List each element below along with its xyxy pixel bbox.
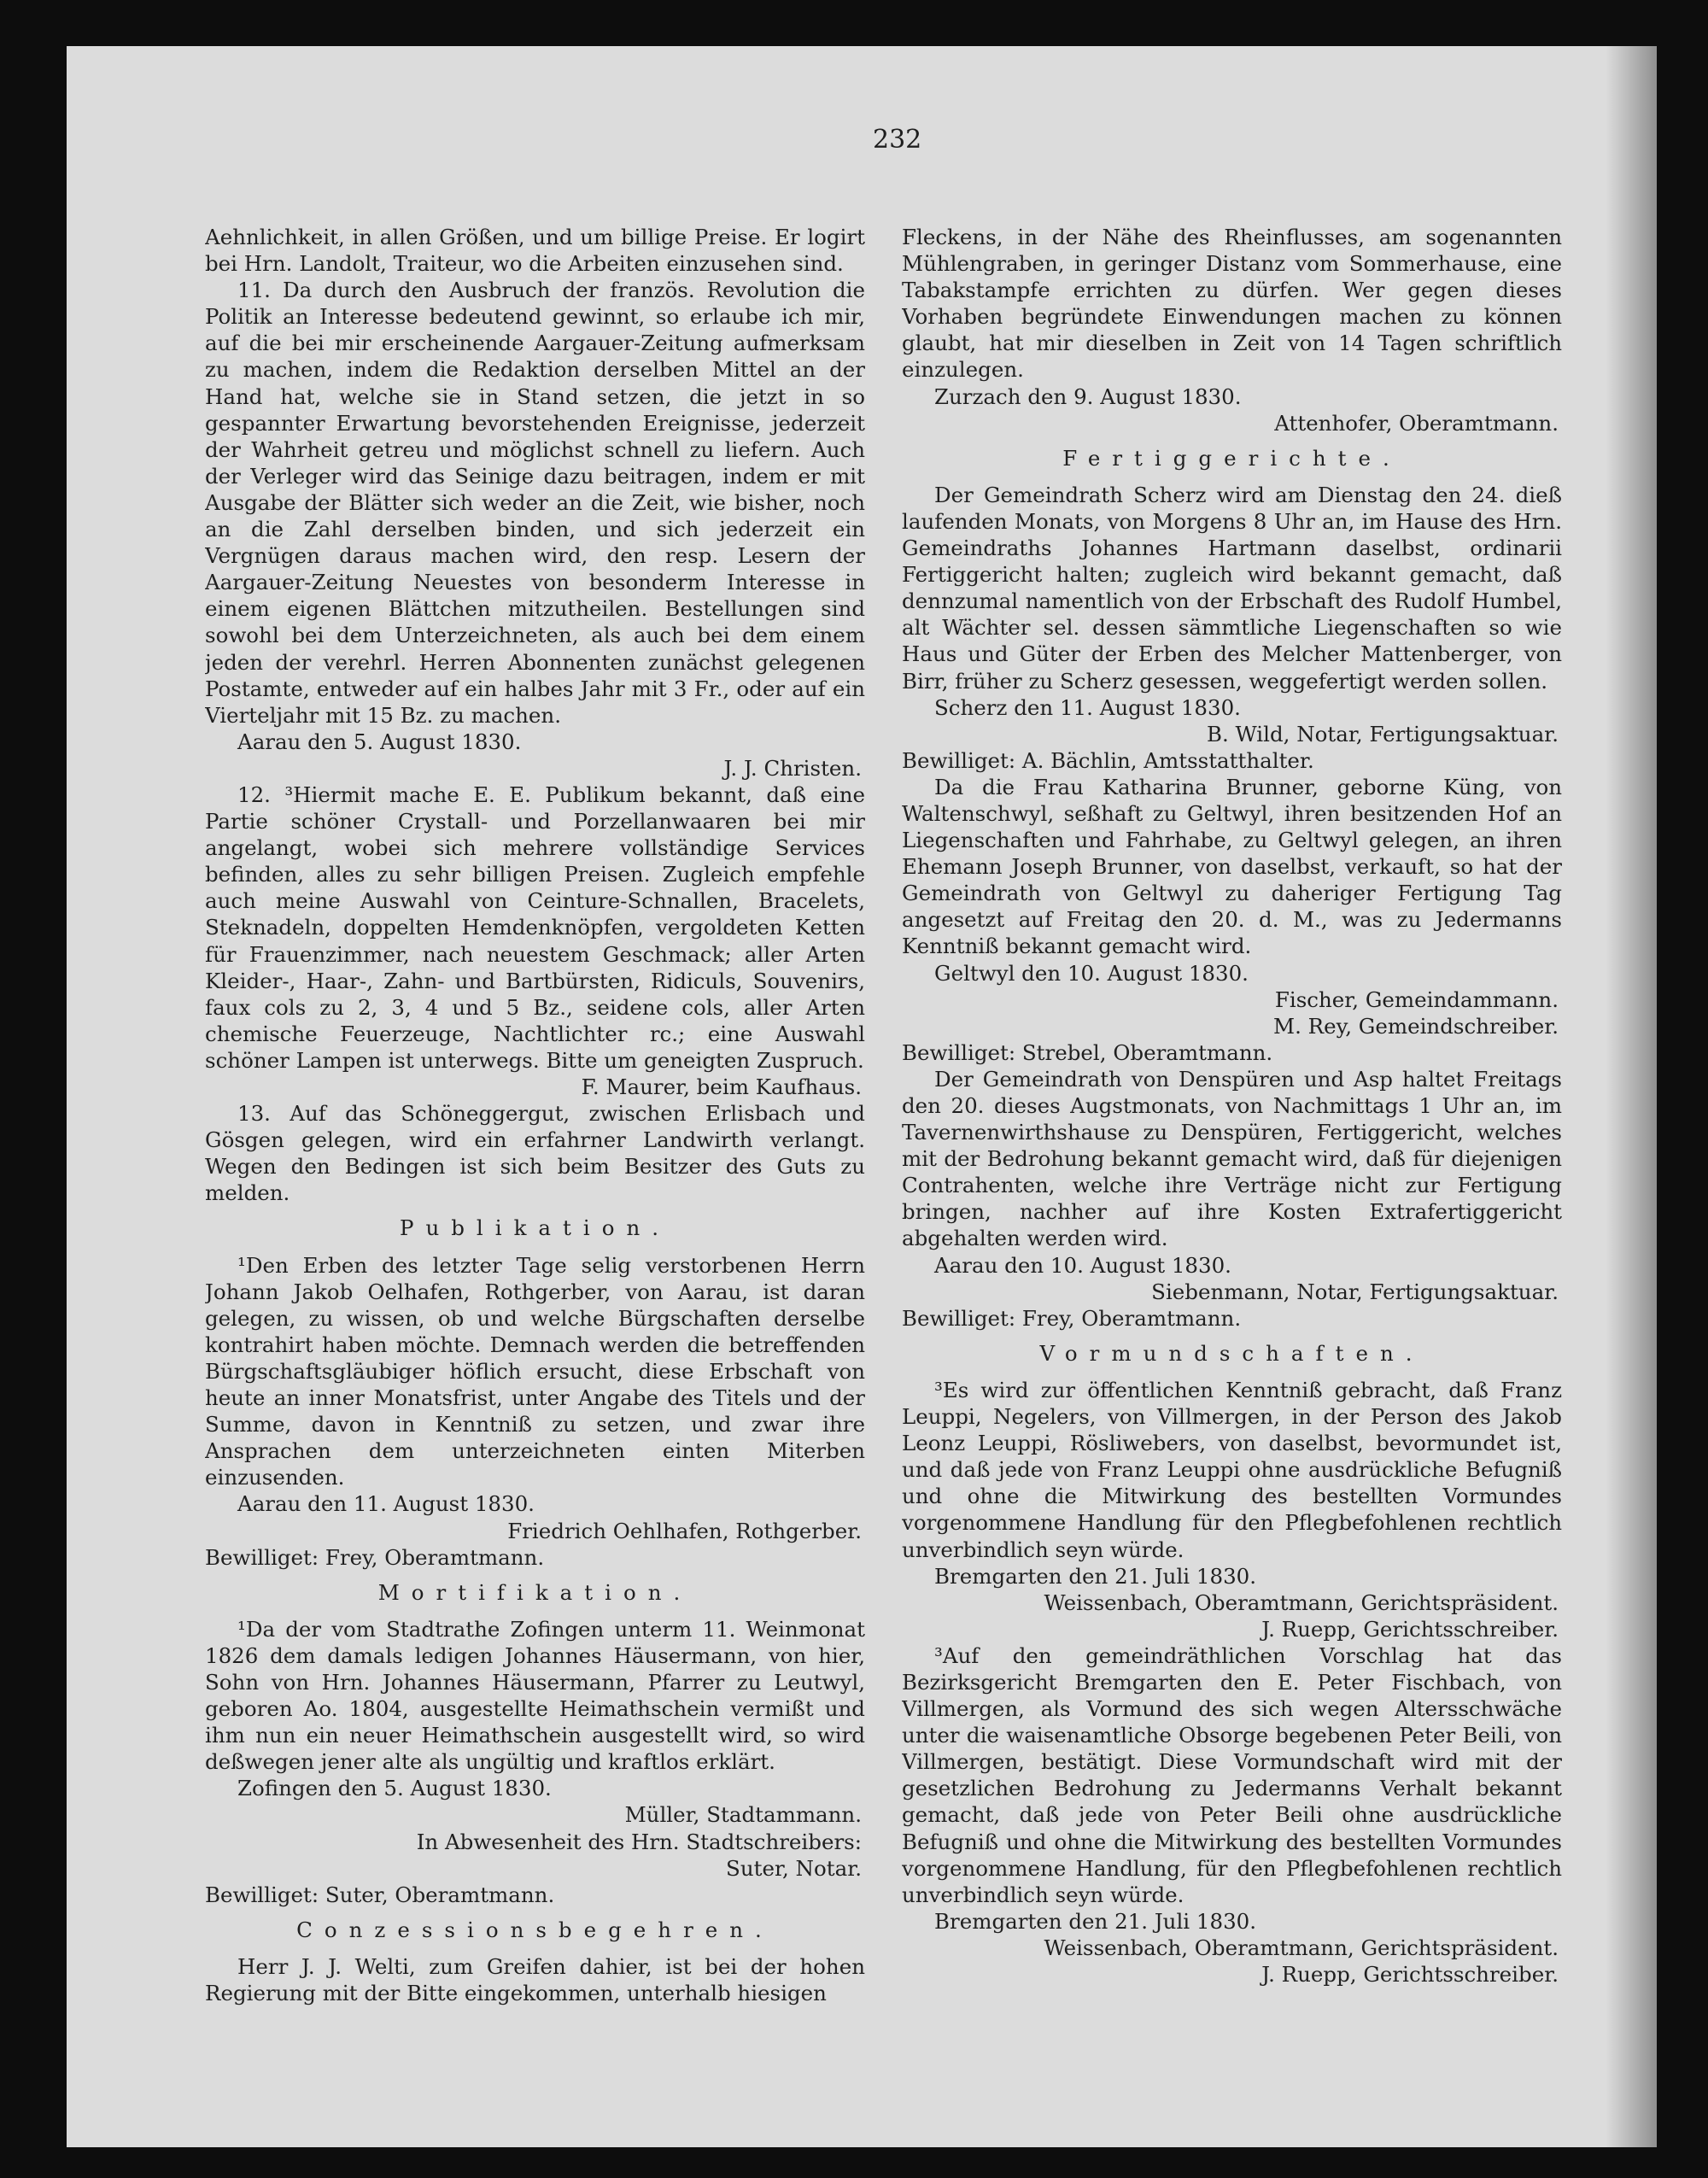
right-column-place: Bremgarten den 21. Juli 1830. bbox=[934, 1908, 1257, 1934]
right-column-para: Der Gemeindrath von Denspüren und Asp haltet Freitags den 20. dieses Augstmonats, von Nachmittags 1 Uhr an, im Tavernenwirthshause zu Denspüren, Fertiggericht, welches mit der Bedrohung bekannt gemacht wird, daß für diejenigen Contrahenten, welche ihre Verträge nicht zur Fertigung bringen, nachher auf ihre Kosten Extrafertiggericht abgehalten werden wird. bbox=[902, 1066, 1562, 1251]
right-column-heading: Vormundschaften. bbox=[1039, 1340, 1424, 1366]
left-column-para: 11. Da durch den Ausbruch der französ. Revolution die Politik an Interesse bedeutend gewinnt, so erlaube ich mir, auf die bei mir erscheinende Aargauer-Zeitung aufmerksam zu machen, indem die Redaktion derselben Mittel an der Hand hat, welche sie in Stand setzen, die jetzt in so gespannter Erwartung bevorstehenden Ereignisse, jederzeit der Wahrheit getreu und möglichst schnell zu liefern. Auch der Verleger wird das Seinige dazu beitragen, indem er mit Ausgabe der Blätter sich weder an die Zeit, wie bisher, noch an die Zahl derselben binden, und sich jederzeit ein Vergnügen daraus machen wird, den resp. Lesern der Aargauer-Zeitung Neuestes von besonderm Interesse in einem eigenen Blättchen mitzutheilen. Bestellungen sind sowohl bei dem Unterzeichneten, als auch bei dem einem jeden der verehrl. Herren Abonnenten zunächst gelegenen Postamte, entweder auf ein halbes Jahr mit 3 Fr., oder auf ein Vierteljahr mit 15 Bz. zu machen. bbox=[205, 278, 865, 728]
left-column-sig: F. Maurer, beim Kaufhaus. bbox=[581, 1074, 862, 1099]
right-column-sig: J. Ruepp, Gerichtsschreiber. bbox=[1261, 1962, 1559, 1987]
left-column-text: Bewilliget: Suter, Oberamtmann. bbox=[205, 1882, 555, 1907]
right-column-sig: Weissenbach, Oberamtmann, Gerichtspräsident. bbox=[1044, 1590, 1559, 1615]
left-column-para: ¹Den Erben des letzter Tage selig verstorbenen Herrn Johann Jakob Oelhafen, Rothgerber, von Aarau, ist daran gelegen, zu wissen, ob und welche Bürgschaften derselbe kontrahirt haben möchte. Demnach werden die betreffenden Bürgschaftsgläubiger höflich ersucht, diese Erbschaft von heute an inner Monatsfrist, unter Angabe des Titels und der Summe, davon in Kenntniß zu setzen, und zwar ihre Ansprachen dem unterzeichneten einten Miterben einzusenden. bbox=[205, 1252, 865, 1490]
left-column-sig: In Abwesenheit des Hrn. Stadtschreibers: bbox=[416, 1829, 862, 1854]
right-column-sig: Weissenbach, Oberamtmann, Gerichtspräsident. bbox=[1044, 1935, 1559, 1960]
left-column-para: 12. ³Hiermit mache E. E. Publikum bekannt, daß eine Partie schöner Crystall- und Porzellanwaaren bei mir angelangt, wobei sich mehrere vollständige Services befinden, alles zu sehr billigen Preisen. Zugleich empfehle auch meine Auswahl von Ceinture-Schnallen, Bracelets, Steknadeln, doppelten Hemdenknöpfen, vergoldeten Ketten für Frauenzimmer, nach neuestem Geschmack; aller Arten Kleider-, Haar-, Zahn- und Bartbürsten, Ridiculs, Souvenirs, faux cols zu 2, 3, 4 und 5 Bz., seidene cols, aller Arten chemische Feuerzeuge, Nachtlichter rc.; eine Auswahl schöner Lampen ist unterwegs. Bitte um geneigten Zuspruch. bbox=[205, 782, 865, 1073]
left-column bbox=[205, 224, 865, 2103]
page-fold-shadow bbox=[1606, 46, 1657, 2147]
right-column-heading: Fertiggerichte. bbox=[1062, 445, 1401, 471]
left-column-sig: Friedrich Oehlhafen, Rothgerber. bbox=[507, 1518, 862, 1543]
left-column-sig: J. J. Christen. bbox=[723, 755, 862, 781]
right-column bbox=[902, 224, 1562, 2103]
right-column-text: Fleckens, in der Nähe des Rheinflusses, am sogenannten Mühlengraben, in geringer Distanz vom Sommerhause, eine Tabakstampfe errichten zu dürfen. Wer gegen dieses Vorhaben begründete Einwendungen machen zu können glaubt, hat mir dieselben in Zeit von 14 Tagen schriftlich einzulegen. bbox=[902, 225, 1562, 383]
page-number: 232 bbox=[873, 125, 922, 155]
left-column-para: Herr J. J. Welti, zum Greifen dahier, ist bei der hohen Regierung mit der Bitte eingekommen, unterhalb hiesigen bbox=[205, 1953, 865, 2005]
left-column-text: Bewilliget: Frey, Oberamtmann. bbox=[205, 1544, 545, 1570]
right-column-text: Bewilliget: Strebel, Oberamtmann. bbox=[902, 1039, 1273, 1065]
left-column-para: 13. Auf das Schöneggergut, zwischen Erlisbach und Gösgen gelegen, wird ein erfahrner Landwirth verlangt. Wegen den Bedingen ist sich beim Besitzer des Guts zu melden. bbox=[205, 1101, 865, 1206]
left-column-para: ¹Da der vom Stadtrathe Zofingen unterm 11. Weinmonat 1826 dem damals ledigen Johannes Häusermann, von hier, Sohn von Hrn. Johannes Häusermann, Pfarrer zu Leutwyl, geboren Ao. 1804, ausgestellte Heimathschein vermißt und ihm nun ein neuer Heimathschein ausgestellt wird, so wird deßwegen jener alte als ungültig und kraftlos erklärt. bbox=[205, 1616, 865, 1775]
right-column-para: Der Gemeindrath Scherz wird am Dienstag den 24. dieß laufenden Monats, von Morgens 8 Uhr an, im Hause des Hrn. Gemeindraths Johannes Hartmann daselbst, ordinarii Fertiggericht halten; zugleich wird bekannt gemacht, daß dennzumal namentlich von der Erbschaft des Rudolf Humbel, alt Wächter sel. dessen sämmtliche Liegenschaften so wie Haus und Güter der Erben des Melcher Mattenberger, von Birr, früher zu Scherz gesessen, weggefertigt werden sollen. bbox=[902, 482, 1562, 694]
newspaper-page bbox=[67, 46, 1657, 2147]
left-column-place: Aarau den 5. August 1830. bbox=[237, 729, 522, 754]
right-column-sig: J. Ruepp, Gerichtsschreiber. bbox=[1261, 1616, 1559, 1642]
right-column-sig: Attenhofer, Oberamtmann. bbox=[1274, 410, 1559, 436]
right-column-para: ³Auf den gemeindräthlichen Vorschlag hat das Bezirksgericht Bremgarten den E. Peter Fischbach, von Villmergen, als Vormund des sich wegen Altersschwäche unter die waisenamtliche Obsorge begebenen Peter Beili, von Villmergen, bestätigt. Diese Vormundschaft wird mit der gesetzlichen Bedrohung zu Jedermanns Verhalt bekannt gemacht, daß jede von Peter Beili ohne ausdrückliche Befugniß und ohne die Mitwirkung des bestellten Vormundes vorgenommene Handlung, für den Pflegbefohlenen rechtlich unverbindlich seyn würde. bbox=[902, 1642, 1562, 1907]
right-column-place: Aarau den 10. August 1830. bbox=[934, 1252, 1231, 1278]
right-column-sig: Fischer, Gemeindammann. bbox=[1274, 987, 1559, 1012]
left-column-heading: Mortifikation. bbox=[377, 1579, 693, 1605]
left-column-sig: Müller, Stadtammann. bbox=[624, 1802, 862, 1828]
left-column-heading: Publikation. bbox=[399, 1215, 671, 1241]
right-column-sig: Siebenmann, Notar, Fertigungsaktuar. bbox=[1151, 1279, 1559, 1304]
right-column-para: Da die Frau Katharina Brunner, geborne Küng, von Waltenschwyl, seßhaft zu Geltwyl, ihren besitzenden Hof an Liegenschaften und Fahrhabe, zu Geltwyl gelegen, an ihren Ehemann Joseph Brunner, von daselbst, verkauft, so hat der Gemeindrath von Geltwyl zu daheriger Fertigung Tag angesetzt auf Freitag den 20. d. M., was zu Jedermanns Kenntniß bekannt gemacht wird. bbox=[902, 774, 1562, 959]
right-column-place: Geltwyl den 10. August 1830. bbox=[934, 960, 1249, 986]
right-column-place: Bremgarten den 21. Juli 1830. bbox=[934, 1563, 1257, 1589]
right-column-text: Bewilliget: A. Bächlin, Amtsstatthalter. bbox=[902, 747, 1314, 773]
left-column-place: Aarau den 11. August 1830. bbox=[237, 1491, 535, 1517]
right-column-place: Scherz den 11. August 1830. bbox=[934, 694, 1241, 720]
right-column-sig: B. Wild, Notar, Fertigungsaktuar. bbox=[1206, 721, 1559, 746]
left-column-sig: Suter, Notar. bbox=[726, 1855, 862, 1881]
right-column-sig: M. Rey, Gemeindschreiber. bbox=[1273, 1013, 1559, 1039]
right-column-text: Bewilliget: Frey, Oberamtmann. bbox=[902, 1305, 1242, 1331]
right-column-place: Zurzach den 9. August 1830. bbox=[934, 383, 1242, 409]
left-column-place: Zofingen den 5. August 1830. bbox=[237, 1776, 552, 1801]
left-column-text: Aehnlichkeit, in allen Größen, und um billige Preise. Er logirt bei Hrn. Landolt, Traiteur, wo die Arbeiten einzusehen sind. bbox=[205, 225, 865, 277]
left-column-heading: Conzessionsbegehren. bbox=[296, 1917, 774, 1942]
right-column-para: ³Es wird zur öffentlichen Kenntniß gebracht, daß Franz Leuppi, Negelers, von Villmergen, in der Person des Jakob Leonz Leuppi, Rösliwebers, von daselbst, bevormundet ist, und daß jede von Franz Leuppi ohne ausdrückliche Befugniß und ohne die Mitwirkung des bestellten Vormundes vorgenommene Handlung für den Pflegbefohlenen rechtlich unverbindlich seyn würde. bbox=[902, 1377, 1562, 1562]
